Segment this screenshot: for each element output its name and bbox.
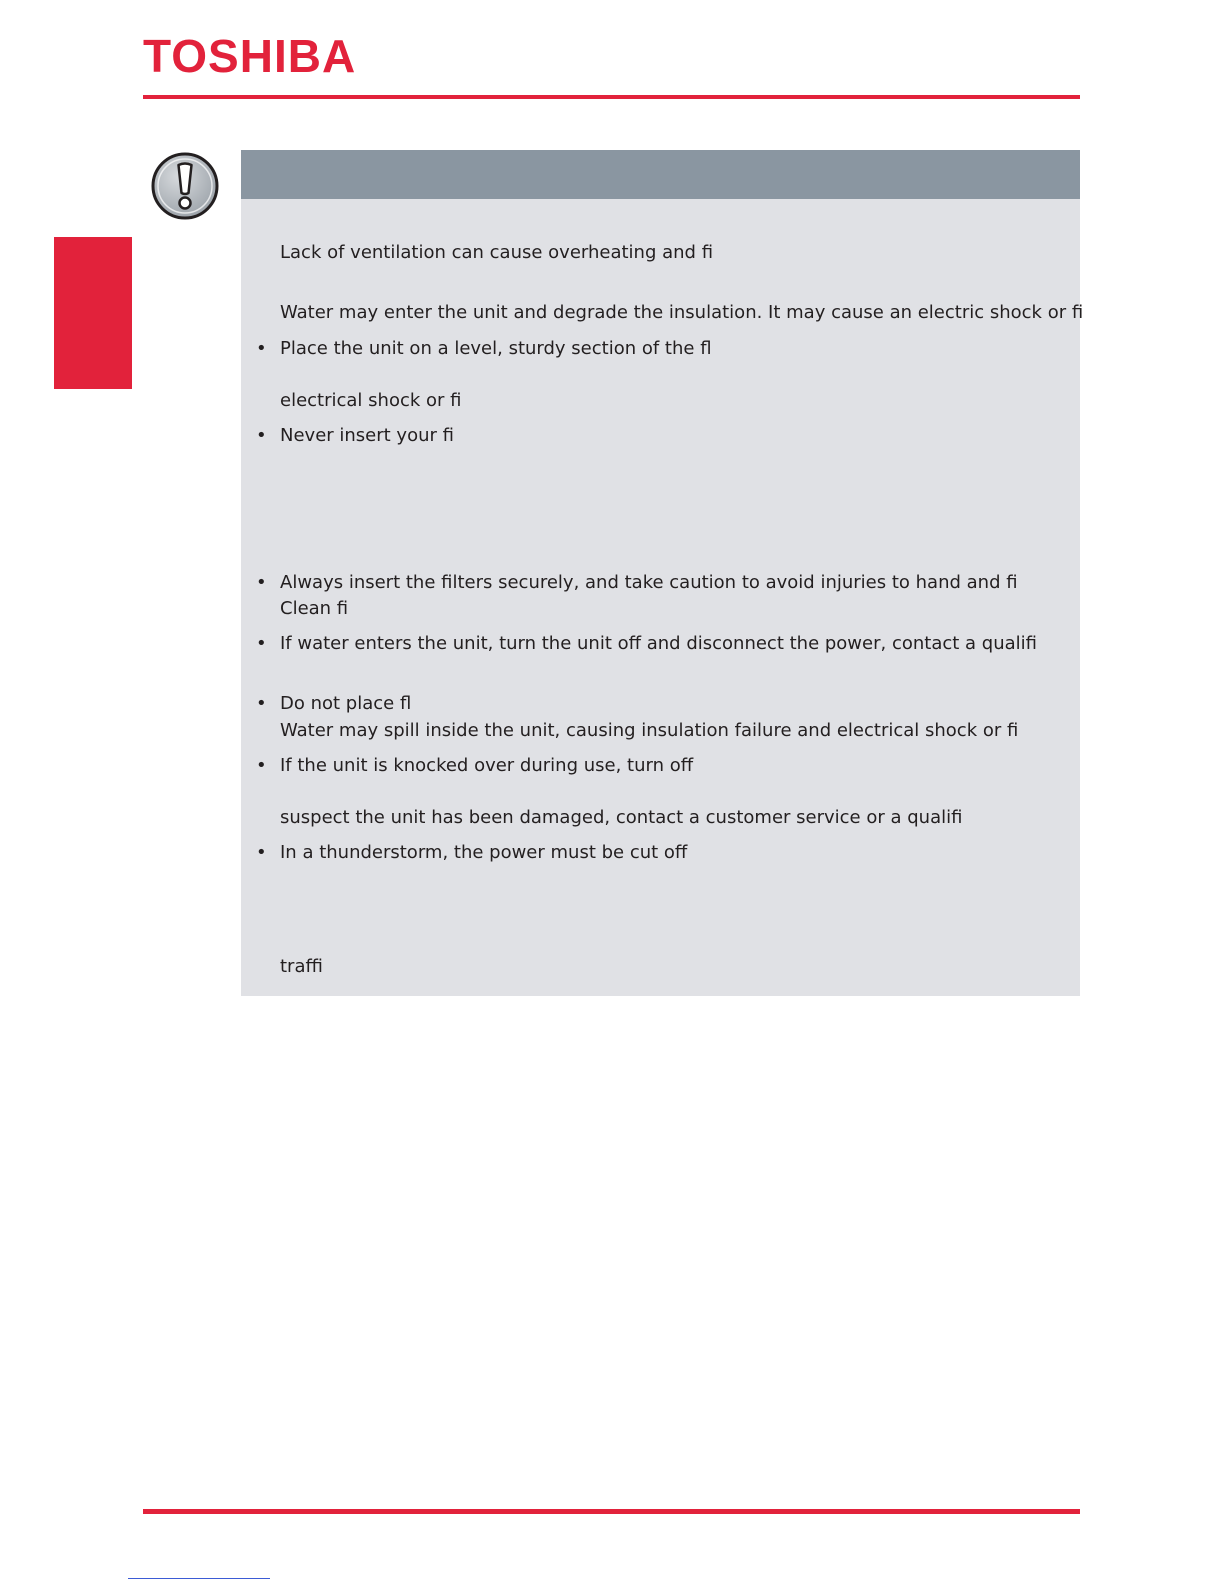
chapter-side-tab [54, 237, 132, 389]
bullet: • [256, 425, 267, 446]
warning-line: Always insert the filters securely, and take caution to avoid injuries to hand and fi [280, 572, 1018, 593]
warning-line: If water enters the unit, turn the unit off and disconnect the power, contact a qualifi [280, 633, 1037, 654]
bullet: • [256, 338, 267, 359]
warning-line: electrical shock or fi [280, 390, 462, 411]
warning-line: traffi [280, 956, 323, 977]
warning-line: Clean fi [280, 598, 349, 619]
bullet: • [256, 572, 267, 593]
warning-line: Water may enter the unit and degrade the insulation. It may cause an electric shock or fi [280, 302, 1084, 323]
toshiba-logo: TOSHIBA [143, 30, 357, 82]
warning-line: Water may spill inside the unit, causing insulation failure and electrical shock or fi [280, 720, 1019, 741]
warning-line: Lack of ventilation can cause overheating and fi [280, 242, 714, 263]
header-rule [143, 95, 1080, 99]
bullet: • [256, 755, 267, 776]
warning-header-bar [241, 150, 1080, 199]
warning-line: If the unit is knocked over during use, turn off [280, 755, 694, 776]
bullet: • [256, 633, 267, 654]
warning-line: suspect the unit has been damaged, contact a customer service or a qualifi [280, 807, 963, 828]
warning-line: Do not place fl [280, 693, 412, 714]
warning-line: Never insert your fi [280, 425, 454, 446]
footer-rule [143, 1509, 1080, 1514]
footer-link-underline [128, 1578, 270, 1579]
warning-line: Place the unit on a level, sturdy section of the fl [280, 338, 712, 359]
warning-line: In a thunderstorm, the power must be cut off [280, 842, 688, 863]
bullet: • [256, 842, 267, 863]
warning-icon [150, 151, 220, 221]
bullet: • [256, 693, 267, 714]
